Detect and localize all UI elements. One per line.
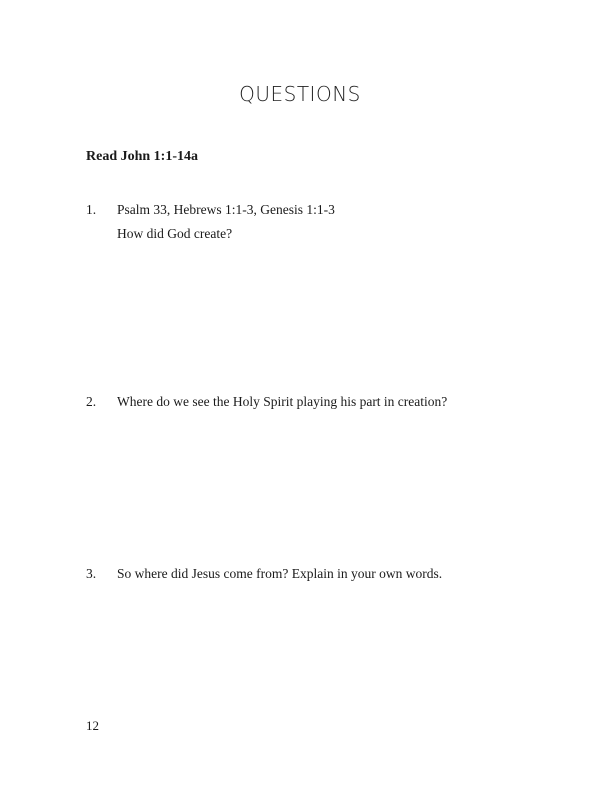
question-text bbox=[117, 390, 557, 414]
question-line: How did God create? bbox=[117, 226, 233, 241]
question-line: Where do we see the Holy Spirit playing his part in creation? bbox=[117, 394, 448, 409]
question-text bbox=[117, 562, 557, 586]
page-title: QUESTIONS bbox=[239, 82, 361, 106]
question-line: So where did Jesus come from? Explain in your own words. bbox=[117, 566, 443, 581]
page-number: 12 bbox=[86, 718, 99, 733]
question-text bbox=[117, 198, 557, 246]
reading-reference: Read John 1:1-14a bbox=[86, 149, 199, 164]
question-number: 2. bbox=[86, 394, 97, 409]
question-line: Psalm 33, Hebrews 1:1-3, Genesis 1:1-3 bbox=[117, 202, 335, 217]
question-number: 3. bbox=[86, 566, 97, 581]
question-number: 1. bbox=[86, 202, 97, 217]
